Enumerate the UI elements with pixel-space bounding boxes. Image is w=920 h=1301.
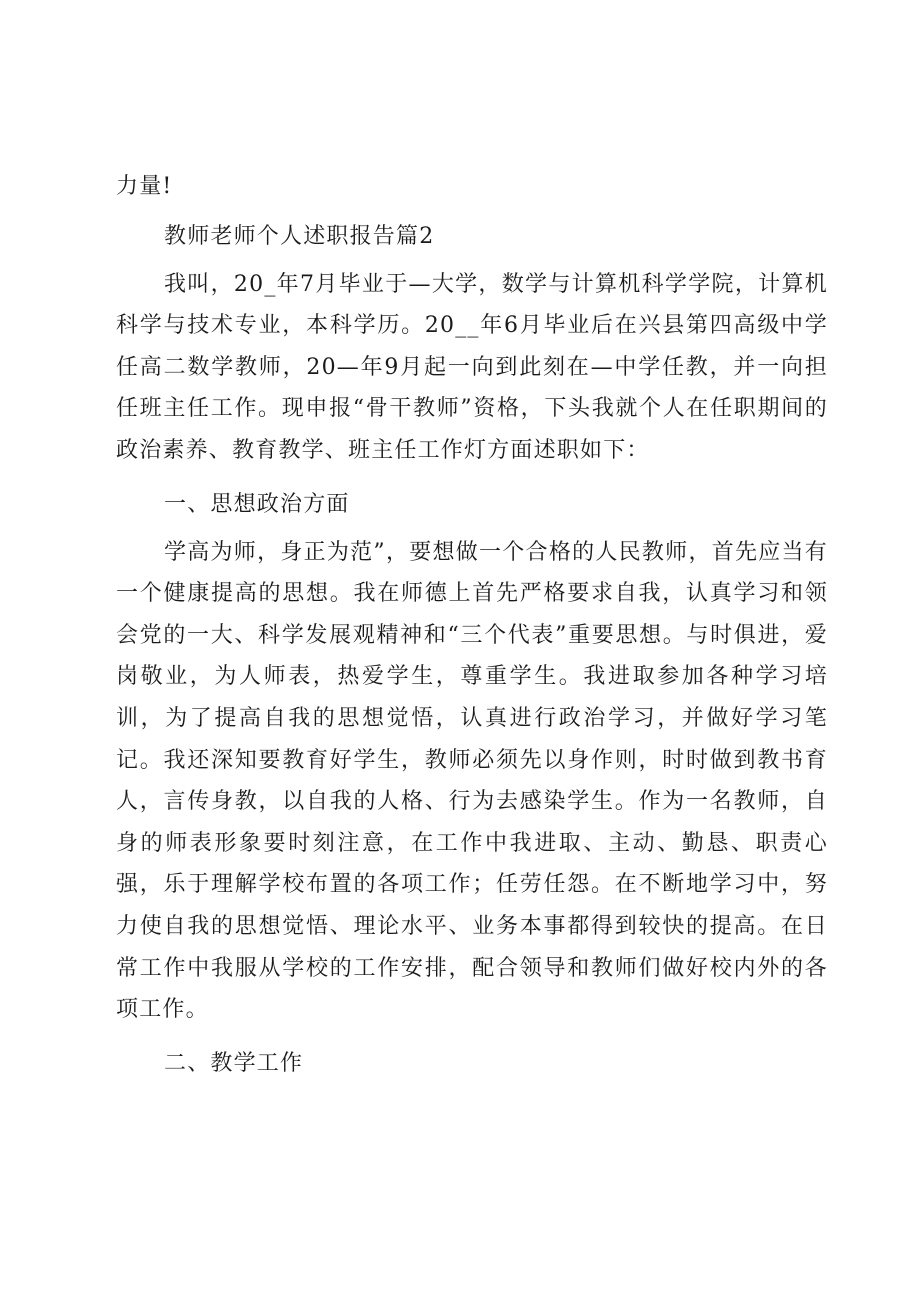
report-title: 教师老师个人述职报告篇2 [164, 223, 435, 249]
paragraph-introduction: 我叫，20_年7月毕业于—大学，数学与计算机科学学院，计算机科学与技术专业，本科学历。20__年6月毕业后在兴县第四高级中学任高二数学教师，20—年9月起一向到此刻在—中学任教，并一向担任班主任工作。现申报“骨干教师”资格，下头我就个人在任职期间的政治素养、教育教学、班主任工作灯方面述职如下： [116, 271, 828, 463]
document-body [116, 166, 828, 1087]
paragraph-continuation: 力量! [116, 174, 173, 199]
section-heading-teaching: 二、教学工作 [164, 1050, 304, 1076]
section-heading-political: 一、思想政治方面 [164, 491, 350, 517]
paragraph-political: 学高为师，身正为范”，要想做一个合格的人民教师，首先应当有一个健康提高的思想。我在师德上首先严格要求自我，认真学习和领会党的一大、科学发展观精神和“三个代表”重要思想。与时俱进，爱岗敬业，为人师表，热爱学生，尊重学生。我进取参加各种学习培训，为了提高自我的思想觉悟，认真进行政治学习，并做好学习笔记。我还深知要教育好学生，教师必须先以身作则，时时做到教书育人，言传身教，以自我的人格、行为去感染学生。作为一名教师，自身的师表形象要时刻注意，在工作中我进取、主动、勤恳、职责心强，乐于理解学校布置的各项工作；任劳任怨。在不断地学习中，努力使自我的思想觉悟、理论水平、业务本事都得到较快的提高。在日常工作中我服从学校的工作安排，配合领导和教师们做好校内外的各项工作。 [116, 539, 828, 1023]
